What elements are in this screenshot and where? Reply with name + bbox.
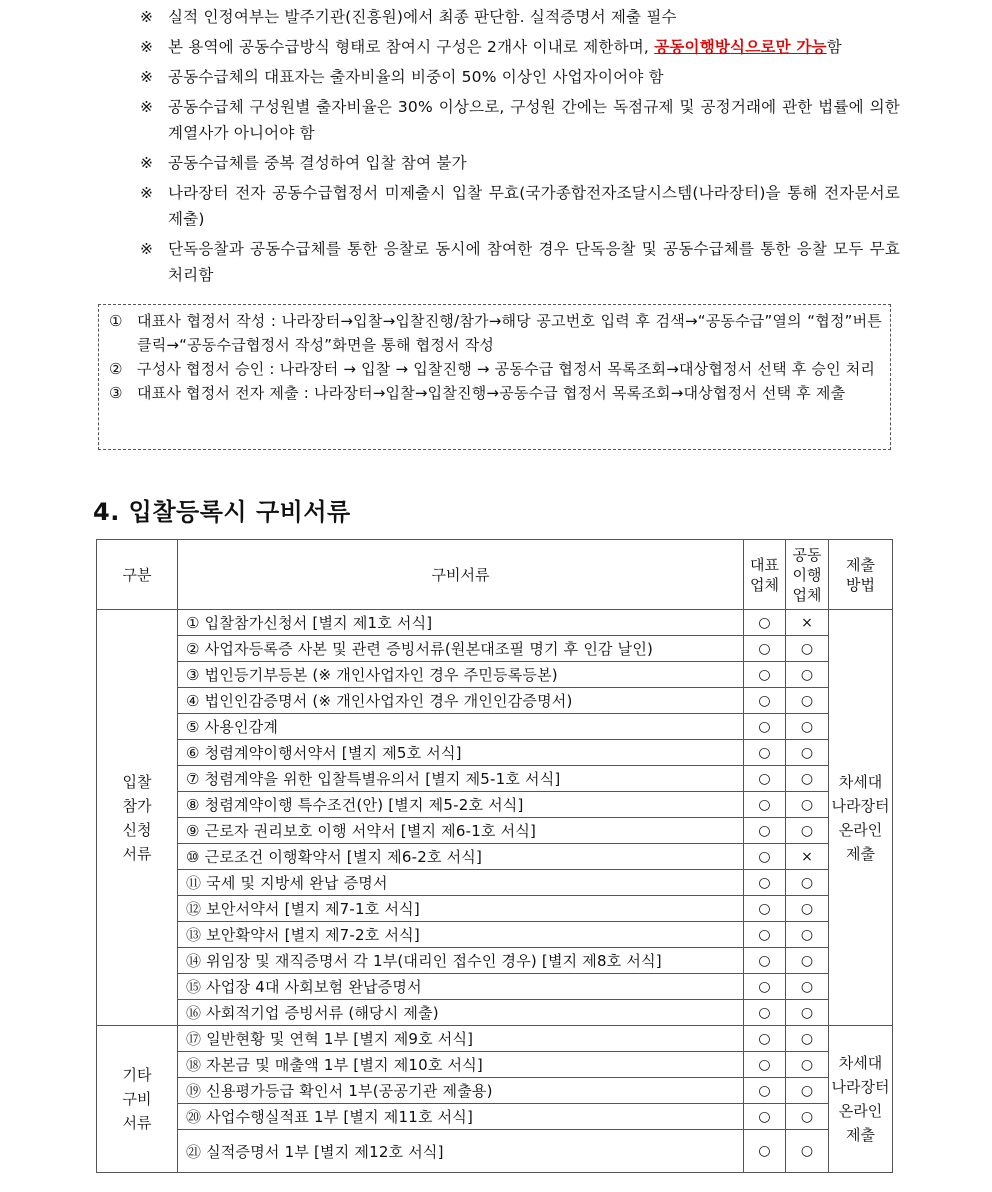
submission-method-cell: 차세대 나라장터 온라인 제출	[829, 610, 893, 1026]
lead-company-mark: ○	[744, 610, 786, 636]
joint-company-mark: ○	[786, 1026, 829, 1052]
document-cell	[178, 1026, 744, 1052]
table-row	[97, 818, 893, 844]
procedure-step: ② 구성사 협정서 승인 : 나라장터 → 입찰 → 입찰진행 → 공동수급 협정서 목록조회→대상협정서 선택 후 승인 처리	[107, 357, 882, 381]
document-cell	[178, 1130, 744, 1173]
lead-company-mark: ○	[744, 740, 786, 766]
submission-method-cell: 차세대 나라장터 온라인 제출	[829, 1026, 893, 1173]
document-name: 사업자등록증 사본 및 관련 증빙서류(원본대조필 명기 후 인감 날인)	[204, 640, 654, 658]
item-number: ⑧	[186, 796, 200, 814]
lead-company-mark: ○	[744, 714, 786, 740]
note-item: ※ 나라장터 전자 공동수급협정서 미제출시 입찰 무효(국가종합전자조달시스템(나라장터)을 통해 전자문서로 제출)	[140, 180, 900, 232]
document-name: 근로조건 이행확약서 [별지 제6-2호 서식]	[204, 848, 483, 866]
joint-company-mark: ○	[786, 1104, 829, 1130]
item-number: ⑫	[186, 900, 202, 918]
item-number: ⑦	[186, 770, 200, 788]
lead-company-mark: ○	[744, 896, 786, 922]
table-row	[97, 1026, 893, 1052]
table-row	[97, 922, 893, 948]
joint-company-mark: ×	[786, 610, 829, 636]
note-item: ※ 본 용역에 공동수급방식 형태로 참여시 구성은 2개사 이내로 제한하며, 공동이행방식으로만 가능함	[140, 34, 900, 60]
joint-company-mark: ○	[786, 1000, 829, 1026]
consortium-procedure-box	[98, 304, 891, 450]
table-row	[97, 896, 893, 922]
procedure-step: ① 대표사 협정서 작성 : 나라장터→입찰→입찰진행/참가→해당 공고번호 입력 후 검색→“공동수급”열의 “협정”버튼 클릭→“공동수급협정서 작성”화면을 통해 협정서 작성	[107, 309, 882, 357]
item-number: ⑨	[186, 822, 200, 840]
document-cell	[178, 1104, 744, 1130]
joint-company-mark: ○	[786, 922, 829, 948]
document-cell	[178, 1078, 744, 1104]
table-row	[97, 636, 893, 662]
joint-company-mark: ○	[786, 948, 829, 974]
step-number: ③	[109, 384, 123, 402]
table-row	[97, 766, 893, 792]
document-cell	[178, 896, 744, 922]
document-name: 일반현황 및 연혁 1부 [별지 제9호 서식]	[206, 1030, 474, 1048]
emphasis-text: 공동이행방식으로만 가능	[654, 38, 827, 56]
table-row	[97, 688, 893, 714]
reference-mark-icon: ※	[140, 98, 154, 116]
table-row	[97, 714, 893, 740]
joint-company-mark: ○	[786, 1078, 829, 1104]
joint-company-mark: ○	[786, 688, 829, 714]
joint-company-mark: ○	[786, 1130, 829, 1173]
item-number: ⑮	[186, 978, 202, 996]
document-name: 사업장 4대 사회보험 완납증명서	[206, 978, 422, 996]
header-joint-company: 공동 이행 업체	[786, 540, 829, 610]
document-cell	[178, 818, 744, 844]
document-name: 사회적기업 증빙서류 (해당시 제출)	[206, 1004, 439, 1022]
lead-company-mark: ○	[744, 1052, 786, 1078]
document-name: 신용평가등급 확인서 1부(공공기관 제출용)	[206, 1082, 493, 1100]
item-number: ⑲	[186, 1082, 202, 1100]
lead-company-mark: ○	[744, 636, 786, 662]
joint-company-mark: ○	[786, 870, 829, 896]
lead-company-mark: ○	[744, 818, 786, 844]
document-name: 청렴계약이행서약서 [별지 제5호 서식]	[204, 744, 462, 762]
document-cell	[178, 688, 744, 714]
document-cell	[178, 1000, 744, 1026]
item-number: ③	[186, 666, 200, 684]
document-name: 입찰참가신청서 [별지 제1호 서식]	[204, 614, 433, 632]
document-name: 청렴계약을 위한 입찰특별유의서 [별지 제5-1호 서식]	[204, 770, 561, 788]
lead-company-mark: ○	[744, 844, 786, 870]
item-number: ⑬	[186, 926, 202, 944]
note-item: ※ 공동수급체의 대표자는 출자비율의 비중이 50% 이상인 사업자이어야 함	[140, 64, 900, 90]
reference-mark-icon: ※	[140, 8, 154, 26]
lead-company-mark: ○	[744, 1000, 786, 1026]
document-name: 사용인감계	[204, 718, 279, 736]
table-row	[97, 1000, 893, 1026]
item-number: ⑰	[186, 1030, 202, 1048]
procedure-step: ③ 대표사 협정서 전자 제출 : 나라장터→입찰→입찰진행→공동수급 협정서 목록조회→대상협정서 선택 후 제출	[107, 381, 882, 405]
item-number: ⑭	[186, 952, 202, 970]
document-cell	[178, 610, 744, 636]
reference-mark-icon: ※	[140, 68, 154, 86]
table-row	[97, 1130, 893, 1173]
joint-company-mark: ○	[786, 974, 829, 1000]
document-name: 청렴계약이행 특수조건(안) [별지 제5-2호 서식]	[204, 796, 524, 814]
step-number: ②	[109, 360, 123, 378]
joint-company-mark: ○	[786, 766, 829, 792]
document-cell	[178, 766, 744, 792]
document-cell	[178, 1052, 744, 1078]
section-title: 4. 입찰등록시 구비서류	[93, 498, 351, 526]
lead-company-mark: ○	[744, 688, 786, 714]
document-cell	[178, 636, 744, 662]
header-document: 구비서류	[178, 540, 744, 610]
document-cell	[178, 922, 744, 948]
joint-company-mark: ○	[786, 792, 829, 818]
item-number: ⑤	[186, 718, 200, 736]
reference-mark-icon: ※	[140, 38, 154, 56]
lead-company-mark: ○	[744, 1078, 786, 1104]
table-row	[97, 870, 893, 896]
document-name: 국세 및 지방세 완납 증명서	[206, 874, 388, 892]
table-row	[97, 948, 893, 974]
item-number: ⑥	[186, 744, 200, 762]
header-lead-company: 대표 업체	[744, 540, 786, 610]
joint-company-mark: ○	[786, 818, 829, 844]
category-cell: 기타 구비 서류	[97, 1026, 178, 1173]
table-header-row	[97, 540, 893, 610]
document-cell	[178, 948, 744, 974]
header-category: 구분	[97, 540, 178, 610]
document-name: 근로자 권리보호 이행 서약서 [별지 제6-1호 서식]	[204, 822, 537, 840]
table-row	[97, 1052, 893, 1078]
item-number: ⑱	[186, 1056, 202, 1074]
item-number: ⑯	[186, 1004, 202, 1022]
document-cell	[178, 662, 744, 688]
document-cell	[178, 844, 744, 870]
document-cell	[178, 740, 744, 766]
joint-company-mark: ○	[786, 714, 829, 740]
item-number: ④	[186, 692, 200, 710]
note-item: ※ 실적 인정여부는 발주기관(진흥원)에서 최종 판단함. 실적증명서 제출 필수	[140, 4, 900, 30]
joint-company-mark: ×	[786, 844, 829, 870]
joint-company-mark: ○	[786, 636, 829, 662]
lead-company-mark: ○	[744, 1130, 786, 1173]
note-item: ※ 공동수급체를 중복 결성하여 입찰 참여 불가	[140, 150, 900, 176]
table-row	[97, 792, 893, 818]
document-cell	[178, 974, 744, 1000]
reference-mark-icon: ※	[140, 184, 154, 202]
table-row	[97, 844, 893, 870]
notes-list	[140, 4, 900, 292]
item-number: ⑳	[186, 1108, 202, 1126]
document-name: 자본금 및 매출액 1부 [별지 제10호 서식]	[206, 1056, 483, 1074]
table-row	[97, 662, 893, 688]
lead-company-mark: ○	[744, 792, 786, 818]
table-row	[97, 974, 893, 1000]
reference-mark-icon: ※	[140, 154, 154, 172]
document-name: 실적증명서 1부 [별지 제12호 서식]	[206, 1142, 444, 1161]
item-number: ⑩	[186, 848, 200, 866]
table-row	[97, 1104, 893, 1130]
joint-company-mark: ○	[786, 1052, 829, 1078]
document-name: 보안서약서 [별지 제7-1호 서식]	[206, 900, 420, 918]
lead-company-mark: ○	[744, 1026, 786, 1052]
reference-mark-icon: ※	[140, 240, 154, 258]
item-number: ②	[186, 640, 200, 658]
category-cell: 입찰 참가 신청 서류	[97, 610, 178, 1026]
required-documents-table	[96, 539, 893, 1173]
document-name: 보안확약서 [별지 제7-2호 서식]	[206, 926, 420, 944]
document-name: 법인인감증명서 (※ 개인사업자인 경우 개인인감증명서)	[204, 692, 573, 710]
item-number: ①	[186, 614, 200, 632]
lead-company-mark: ○	[744, 922, 786, 948]
item-number: ㉑	[186, 1142, 202, 1161]
document-cell	[178, 792, 744, 818]
joint-company-mark: ○	[786, 740, 829, 766]
lead-company-mark: ○	[744, 1104, 786, 1130]
document-name: 사업수행실적표 1부 [별지 제11호 서식]	[206, 1108, 474, 1126]
document-cell	[178, 870, 744, 896]
table-body	[97, 610, 893, 1173]
document-cell	[178, 714, 744, 740]
lead-company-mark: ○	[744, 766, 786, 792]
item-number: ⑪	[186, 874, 202, 892]
table-row	[97, 1078, 893, 1104]
table-row	[97, 610, 893, 636]
lead-company-mark: ○	[744, 948, 786, 974]
document-name: 위임장 및 재직증명서 각 1부(대리인 접수인 경우) [별지 제8호 서식]	[206, 952, 662, 970]
joint-company-mark: ○	[786, 896, 829, 922]
step-number: ①	[109, 312, 123, 330]
note-item: ※ 단독응찰과 공동수급체를 통한 응찰로 동시에 참여한 경우 단독응찰 및 공동수급체를 통한 응찰 모두 무효 처리함	[140, 236, 900, 288]
table-row	[97, 740, 893, 766]
lead-company-mark: ○	[744, 662, 786, 688]
lead-company-mark: ○	[744, 870, 786, 896]
joint-company-mark: ○	[786, 662, 829, 688]
lead-company-mark: ○	[744, 974, 786, 1000]
header-submission-method: 제출 방법	[829, 540, 893, 610]
note-item: ※ 공동수급체 구성원별 출자비율은 30% 이상으로, 구성원 간에는 독점규제 및 공정거래에 관한 법률에 의한 계열사가 아니어야 함	[140, 94, 900, 146]
document-name: 법인등기부등본 (※ 개인사업자인 경우 주민등록등본)	[204, 666, 558, 684]
